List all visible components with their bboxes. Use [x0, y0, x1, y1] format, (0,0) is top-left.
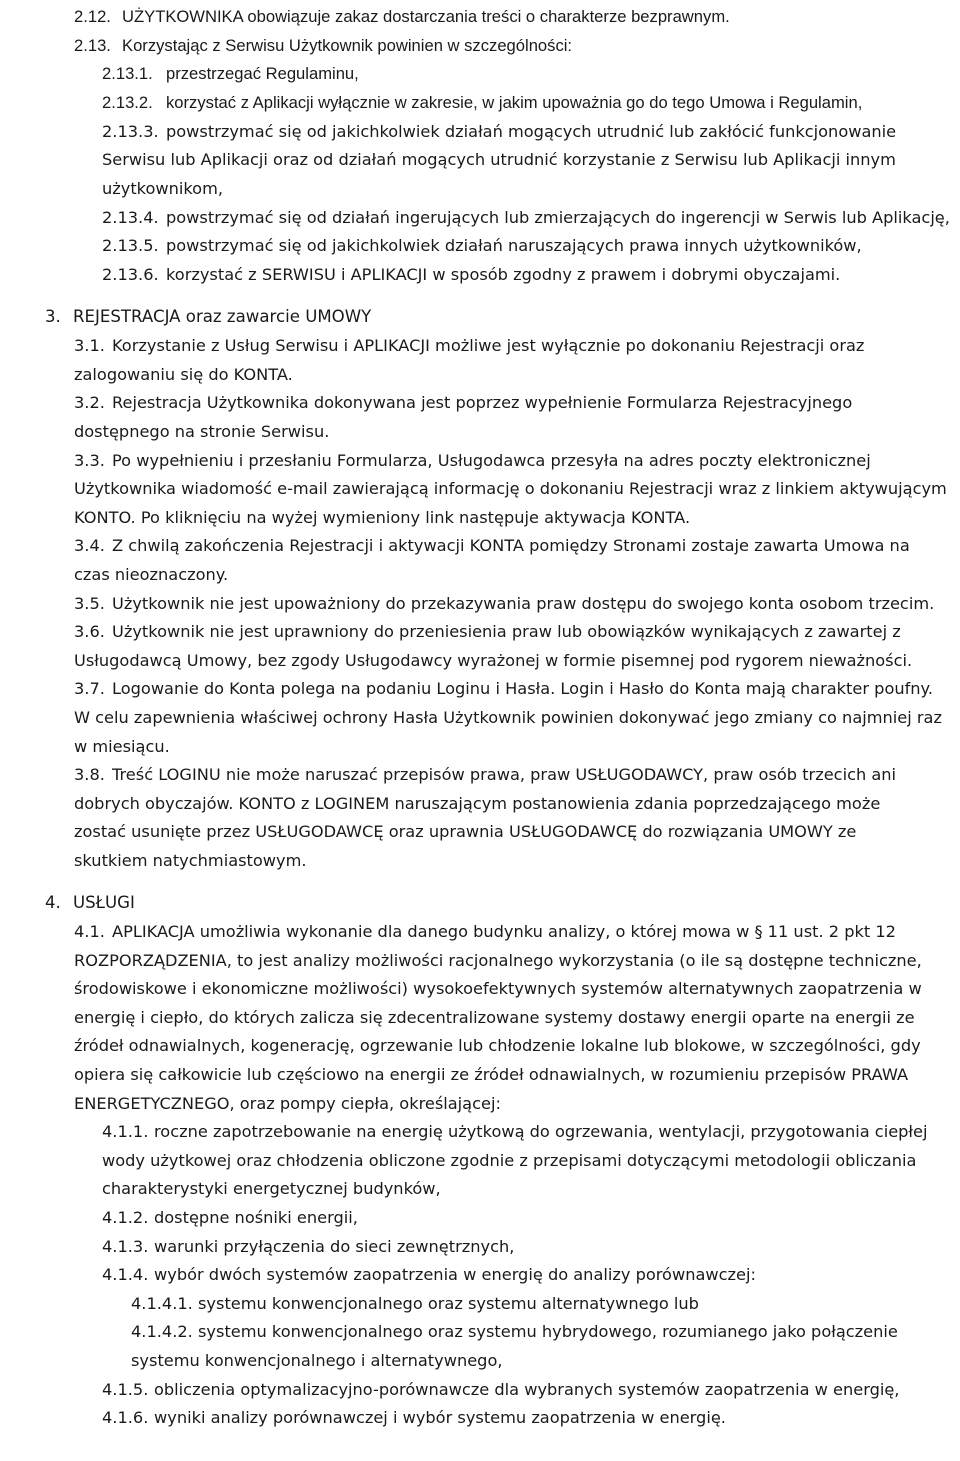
clause-4-1-5: 4.1.5. obliczenia optymalizacyjno-porównawcze dla wybranych systemów zaopatrzenia w energię,	[102, 1380, 900, 1399]
clause-continuation: energię i ciepło, do których zalicza się zdecentralizowane systemy dostawy energii oparte na energii ze	[74, 1008, 915, 1027]
clause-continuation: ENERGETYCZNEGO, oraz pompy ciepła, określającej:	[74, 1094, 501, 1113]
clause-continuation: czas nieoznaczony.	[74, 565, 229, 584]
clause-2-13-5: 2.13.5. powstrzymać się od jakichkolwiek działań naruszających prawa innych użytkowników,	[102, 236, 862, 255]
clause-2-13-3: 2.13.3. powstrzymać się od jakichkolwiek działań mogących utrudnić lub zakłócić funkcjonowanie	[102, 122, 897, 141]
clause-4-1: 4.1. APLIKACJA umożliwia wykonanie dla danego budynku analizy, o której mowa w § 11 ust. 2 pkt 12	[74, 922, 896, 941]
clause-continuation: wody użytkowej oraz chłodzenia obliczone zgodnie z przepisami dotyczącymi metodologii obliczania	[102, 1151, 917, 1170]
clause-2-13-1: 2.13.1. przestrzegać Regulaminu,	[102, 64, 359, 83]
clause-3-2: 3.2. Rejestracja Użytkownika dokonywana jest poprzez wypełnienie Formularza Rejestracyjnego	[74, 393, 853, 412]
clause-2-13-4: 2.13.4. powstrzymać się od działań ingerujących lub zmierzających do ingerencji w Serwis lub Aplikację,	[102, 208, 950, 227]
clause-3-6: 3.6. Użytkownik nie jest uprawniony do przeniesienia praw lub obowiązków wynikających z zawartej z	[74, 622, 901, 641]
clause-4-1-4-1: 4.1.4.1. systemu konwencjonalnego oraz systemu alternatywnego lub	[131, 1294, 699, 1313]
clause-2-13: 2.13. Korzystając z Serwisu Użytkownik powinien w szczególności:	[74, 36, 573, 55]
clause-continuation: zostać usunięte przez USŁUGODAWCĘ oraz uprawnia USŁUGODAWCĘ do rozwiązania UMOWY ze	[74, 822, 857, 841]
clause-4-1-6: 4.1.6. wyniki analizy porównawczej i wybór systemu zaopatrzenia w energię.	[102, 1408, 726, 1427]
clause-continuation: dostępnego na stronie Serwisu.	[74, 422, 330, 441]
clause-continuation: charakterystyki energetycznej budynków,	[102, 1179, 441, 1198]
section-heading-3: 3. REJESTRACJA oraz zawarcie UMOWY	[45, 307, 372, 326]
clause-4-1-2: 4.1.2. dostępne nośniki energii,	[102, 1208, 358, 1227]
clause-3-8: 3.8. Treść LOGINU nie może naruszać przepisów prawa, praw USŁUGODAWCY, praw osób trzecich ani	[74, 765, 897, 784]
clause-continuation: źródeł odnawialnych, kogenerację, ogrzewanie lub chłodzenie lokalne lub blokowe, w szczególności, gdy	[74, 1036, 921, 1055]
clause-continuation: Użytkownika wiadomość e-mail zawierającą informację o dokonaniu Rejestracji wraz z linkiem aktywującym	[74, 479, 947, 498]
clause-continuation: środowiskowe i ekonomiczne możliwości) wysokoefektywnych systemów alternatywnych zaopatrzenia w	[74, 979, 922, 998]
clause-4-1-3: 4.1.3. warunki przyłączenia do sieci zewnętrznych,	[102, 1237, 515, 1256]
clause-2-13-6: 2.13.6. korzystać z SERWISU i APLIKACJI w sposób zgodny z prawem i dobrymi obyczajami.	[102, 265, 841, 284]
clause-continuation: systemu konwencjonalnego i alternatywnego,	[131, 1351, 503, 1370]
clause-continuation: w miesiącu.	[74, 737, 170, 756]
section-heading-4: 4. USŁUGI	[45, 893, 135, 912]
clause-continuation: dobrych obyczajów. KONTO z LOGINEM naruszającym postanowienia zdania poprzedzającego może	[74, 794, 881, 813]
clause-continuation: ROZPORZĄDZENIA, to jest analizy możliwości racjonalnego wykorzystania (o ile są dostępne techniczne,	[74, 951, 922, 970]
clause-3-4: 3.4. Z chwilą zakończenia Rejestracji i aktywacji KONTA pomiędzy Stronami zostaje zawarta Umowa na	[74, 536, 910, 555]
clause-2-13-2: 2.13.2. korzystać z Aplikacji wyłącznie w zakresie, w jakim upoważnia go do tego Umowa i Regulamin,	[102, 93, 863, 112]
clause-3-3: 3.3. Po wypełnieniu i przesłaniu Formularza, Usługodawca przesyła na adres poczty elektronicznej	[74, 451, 871, 470]
clause-4-1-4-2: 4.1.4.2. systemu konwencjonalnego oraz systemu hybrydowego, rozumianego jako połączenie	[131, 1322, 898, 1341]
clause-3-7: 3.7. Logowanie do Konta polega na podaniu Loginu i Hasła. Login i Hasło do Konta mają charakter poufny.	[74, 679, 933, 698]
clause-4-1-1: 4.1.1. roczne zapotrzebowanie na energię użytkową do ogrzewania, wentylacji, przygotowania ciepłej	[102, 1122, 928, 1141]
clause-continuation: KONTO. Po kliknięciu na wyżej wymieniony link następuje aktywacja KONTA.	[74, 508, 691, 527]
clause-continuation: skutkiem natychmiastowym.	[74, 851, 307, 870]
clause-continuation: zalogowaniu się do KONTA.	[74, 365, 293, 384]
clause-continuation: W celu zapewnienia właściwej ochrony Hasła Użytkownik powinien dokonywać jego zmiany co najmniej raz	[74, 708, 942, 727]
clause-continuation: Serwisu lub Aplikacji oraz od działań mogących utrudnić korzystanie z Serwisu lub Aplikacji innym	[102, 150, 896, 169]
clause-3-1: 3.1. Korzystanie z Usług Serwisu i APLIKACJI możliwe jest wyłącznie po dokonaniu Rejestracji oraz	[74, 336, 865, 355]
clause-continuation: opiera się całkowicie lub częściowo na energii ze źródeł odnawialnych, w rozumieniu przepisów PRAWA	[74, 1065, 909, 1084]
clause-3-5: 3.5. Użytkownik nie jest upoważniony do przekazywania praw dostępu do swojego konta osobom trzecim.	[74, 594, 935, 613]
clause-continuation: Usługodawcą Umowy, bez zgody Usługodawcy wyrażonej w formie pisemnej pod rygorem nieważności.	[74, 651, 913, 670]
clause-4-1-4: 4.1.4. wybór dwóch systemów zaopatrzenia w energię do analizy porównawczej:	[102, 1265, 756, 1284]
clause-2-12: 2.12. UŻYTKOWNIKA obowiązuje zakaz dostarczania treści o charakterze bezprawnym.	[74, 7, 730, 26]
clause-continuation: użytkownikom,	[102, 179, 223, 198]
